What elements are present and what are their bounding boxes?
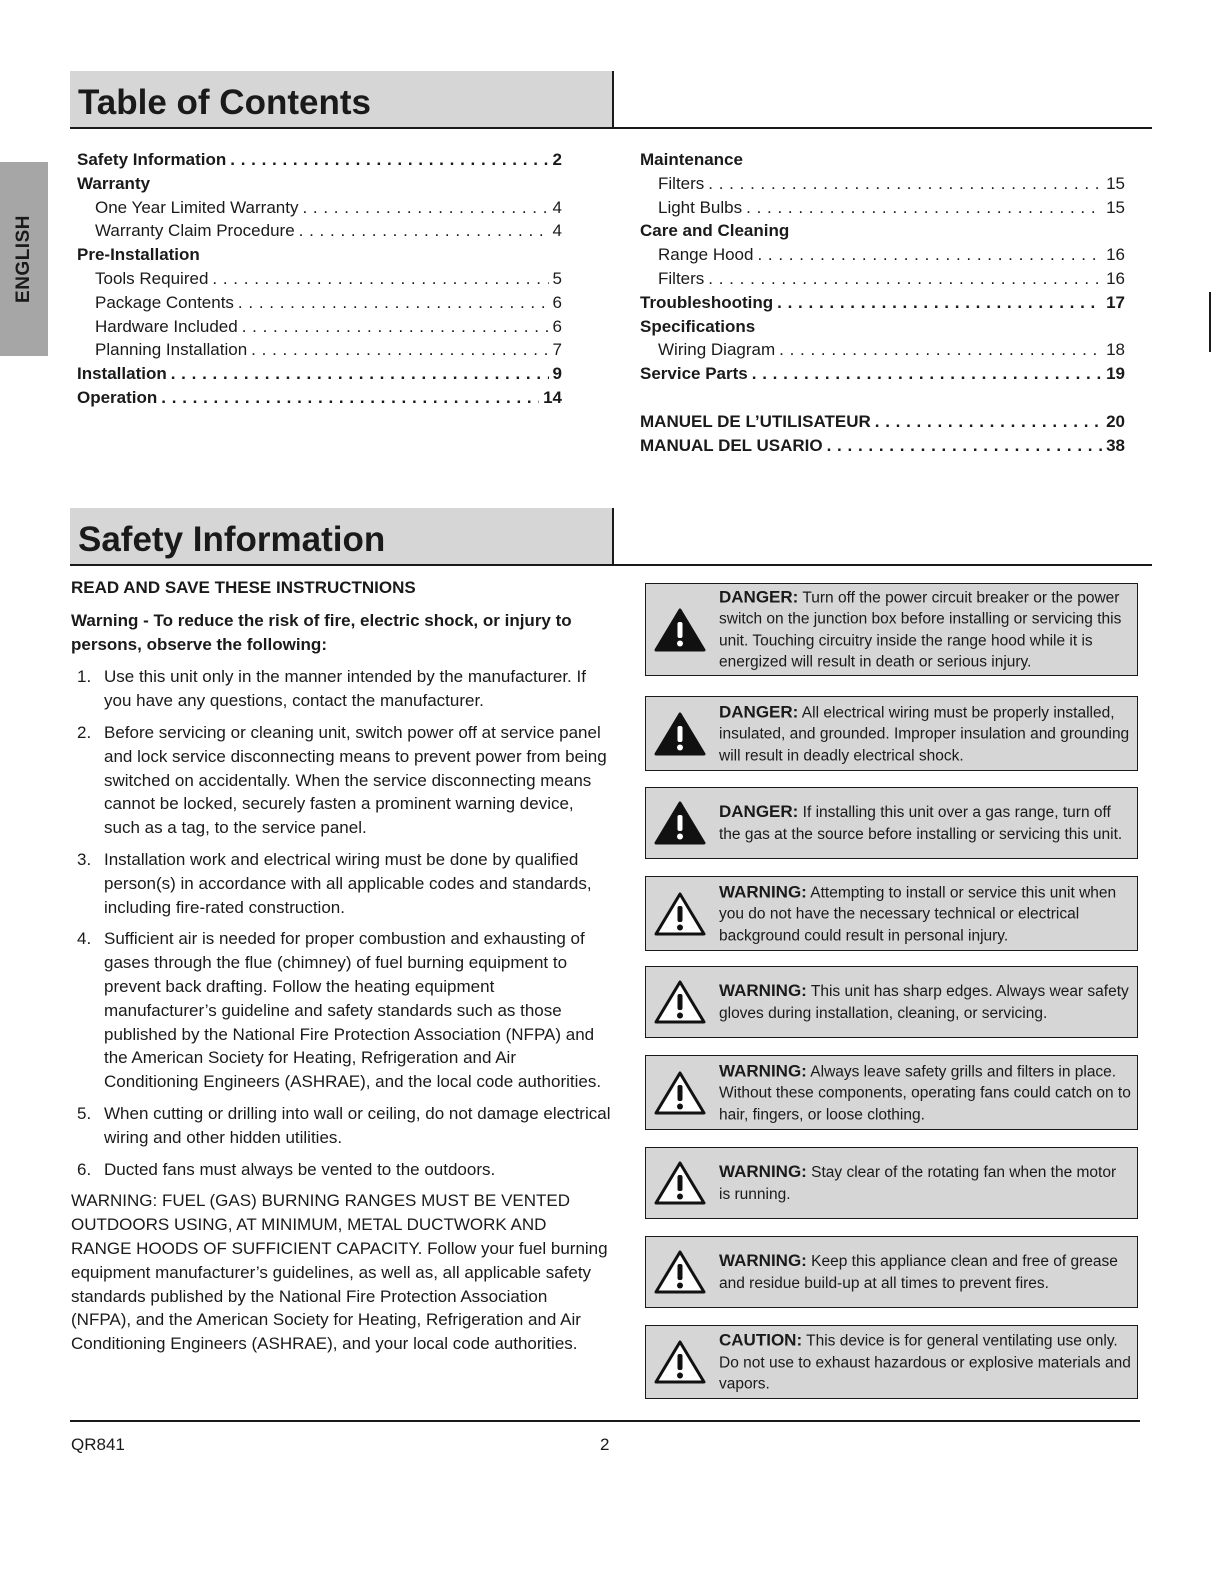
filled-warning-triangle-icon	[654, 800, 706, 846]
warning-box-message: Stay clear of the rotating fan when the motor is running.	[719, 1164, 1117, 1203]
toc-dot-leader	[875, 410, 1102, 434]
warning-box	[645, 583, 1138, 676]
toc-entry-page: 14	[543, 387, 562, 407]
safety-list-item	[71, 721, 611, 840]
toc-dot-leader	[746, 196, 1102, 220]
toc-entry[interactable]	[77, 338, 562, 362]
toc-entry[interactable]	[77, 315, 562, 339]
warning-box-label: WARNING:	[719, 881, 807, 901]
safety-heading: READ AND SAVE THESE INSTRUCTNIONS	[71, 578, 416, 597]
toc-entry[interactable]	[77, 172, 562, 196]
fuel-warning-paragraph: WARNING: FUEL (GAS) BURNING RANGES MUST BE VENTED OUTDOORS USING, AT MINIMUM, METAL DUCTWORK AND RANGE HOODS OF SUFFICIENT CAPACITY. Follow your fuel burning equipment manufacturer’s guidelines, as well as, all applicable safety standards published by the National Fire Protection Association (NFPA), and the American Society for Heating, Refrigeration and Air Conditioning Engineers (ASHRAE), and your local code authorities.	[71, 1191, 608, 1354]
toc-entry-page: 19	[1106, 364, 1125, 384]
outline-warning-triangle-icon	[654, 1070, 706, 1116]
toc-entry[interactable]	[77, 148, 562, 172]
safety-list-text: Before servicing or cleaning unit, switch power off at service panel and lock service disconnecting means to prevent power from being switched on accidentally. When the service disconnecting means cannot be locked, securely fasten a prominent warning device, such as a tag, to the service panel.	[104, 722, 607, 838]
warning-box-text	[719, 801, 1131, 845]
toc-dot-leader	[708, 267, 1102, 291]
toc-dot-leader	[242, 315, 549, 339]
toc-entry[interactable]	[77, 362, 562, 386]
toc-entry-label: Wiring Diagram	[658, 340, 776, 360]
toc-dot-leader	[171, 362, 549, 386]
warning-box-text	[719, 586, 1131, 673]
toc-right-column	[640, 148, 1125, 457]
toc-dot-leader	[827, 434, 1102, 458]
toc-entry-page: 2	[552, 150, 562, 169]
toc-dot-leader	[757, 243, 1102, 267]
warning-box-message: Attempting to install or service this unit when you do not have the necessary technical or electrical background could result in personal injury.	[719, 883, 1117, 944]
toc-entry[interactable]	[77, 243, 562, 267]
safety-list-number: 3.	[77, 849, 92, 869]
safety-list-item	[71, 927, 611, 1094]
safety-list	[71, 665, 611, 1181]
toc-entry-page: 7	[552, 340, 562, 360]
safety-header-bar	[70, 508, 614, 564]
toc-entry-page: 38	[1106, 435, 1125, 455]
warning-box-message: Keep this appliance clean and free of grease and residue build-up at all times to prevent fires.	[719, 1253, 1118, 1292]
safety-list-number: 1.	[77, 667, 92, 687]
safety-list-item	[71, 1158, 611, 1182]
toc-entry[interactable]	[640, 315, 1125, 339]
toc-entry[interactable]	[640, 434, 1125, 458]
footer-model-number: QR841	[71, 1435, 125, 1454]
toc-dot-leader	[779, 338, 1102, 362]
warning-box-message: Always leave safety grills and filters in place. Without these components, operating fans could catch on to hair, fingers, or loose clothing.	[719, 1062, 1131, 1123]
toc-entry[interactable]	[77, 196, 562, 220]
toc-entry-label: Hardware Included	[95, 316, 238, 336]
warning-box	[645, 1236, 1138, 1308]
toc-entry-label: Range Hood	[658, 245, 754, 265]
toc-entry[interactable]	[77, 291, 562, 315]
toc-dot-leader	[161, 386, 539, 410]
toc-entry-page: 15	[1106, 197, 1125, 217]
toc-entry-label: Warranty	[77, 173, 151, 193]
toc-entry[interactable]	[640, 410, 1125, 434]
toc-entry-page: 6	[552, 316, 562, 336]
warning-box	[645, 787, 1138, 859]
toc-title: Table of Contents	[78, 83, 371, 122]
warning-box-label: DANGER:	[719, 701, 799, 721]
footer-page-number: 2	[600, 1435, 610, 1454]
toc-entry-page: 4	[552, 221, 562, 241]
toc-entry[interactable]	[640, 362, 1125, 386]
toc-entry-label: Troubleshooting	[640, 292, 774, 312]
toc-entry[interactable]	[640, 291, 1125, 315]
toc-entry[interactable]	[640, 219, 1125, 243]
toc-entry-page: 16	[1106, 268, 1125, 288]
toc-entry-label: Package Contents	[95, 292, 234, 312]
warning-box-text	[719, 1329, 1131, 1395]
warning-box-label: WARNING:	[719, 1060, 807, 1080]
toc-entry-label: Specifications	[640, 316, 756, 336]
toc-header	[70, 71, 1152, 129]
warning-box-message: This unit has sharp edges. Always wear safety gloves during installation, cleaning, or servicing.	[719, 983, 1129, 1022]
toc-dot-leader	[238, 291, 549, 315]
warning-box-label: WARNING:	[719, 1251, 807, 1270]
toc-entry-page: 17	[1106, 292, 1125, 312]
warning-box-text	[719, 881, 1131, 947]
toc-entry[interactable]	[640, 243, 1125, 267]
toc-entry-label: Maintenance	[640, 150, 743, 169]
warning-box-message: This device is for general ventilating use only. Do not use to exhaust hazardous or explosive materials and vapors.	[719, 1332, 1131, 1393]
language-tab	[0, 162, 48, 356]
outline-warning-triangle-icon	[654, 891, 706, 937]
outline-warning-triangle-icon	[654, 1339, 706, 1385]
warning-box	[645, 1055, 1138, 1130]
toc-entry[interactable]	[640, 338, 1125, 362]
safety-list-text: Use this unit only in the manner intended by the manufacturer. If you have any questions, contact the manufacturer.	[104, 667, 586, 711]
toc-entry-page: 5	[552, 268, 562, 288]
safety-list-text: Installation work and electrical wiring must be done by qualified person(s) in accordance with all applicable codes and standards, including fire-rated construction.	[104, 849, 592, 917]
toc-dot-leader	[212, 267, 548, 291]
toc-entry[interactable]	[640, 148, 1125, 172]
toc-dot-leader	[302, 196, 548, 220]
toc-entry-label: Safety Information	[77, 150, 227, 169]
warning-box	[645, 876, 1138, 951]
toc-entry-label: Planning Installation	[95, 340, 248, 360]
warning-box-text	[719, 980, 1131, 1024]
toc-entry-label: Tools Required	[95, 268, 209, 288]
safety-list-number: 4.	[77, 929, 92, 949]
toc-entry-page: 18	[1106, 340, 1125, 360]
warning-box	[645, 1147, 1138, 1219]
filled-warning-triangle-icon	[654, 711, 706, 757]
safety-list-item	[71, 848, 611, 919]
warning-box-label: CAUTION:	[719, 1330, 803, 1350]
safety-list-number: 2.	[77, 722, 92, 742]
warning-box-label: WARNING:	[719, 981, 807, 1000]
toc-entry-label: Light Bulbs	[658, 197, 743, 217]
toc-dot-leader	[251, 338, 548, 362]
warning-box-text	[719, 1161, 1131, 1205]
warning-box-label: DANGER:	[719, 802, 799, 821]
safety-list-text: When cutting or drilling into wall or ceiling, do not damage electrical wiring and other hidden utilities.	[104, 1103, 611, 1147]
page-edge-mark	[1209, 292, 1211, 352]
toc-entry-label: Service Parts	[640, 364, 748, 384]
warning-box	[645, 1325, 1138, 1399]
outline-warning-triangle-icon	[654, 1249, 706, 1295]
warning-box-label: DANGER:	[719, 587, 799, 606]
warning-box-text	[719, 1250, 1131, 1294]
safety-list-text: Ducted fans must always be vented to the outdoors.	[104, 1159, 496, 1179]
outline-warning-triangle-icon	[654, 1160, 706, 1206]
outline-warning-triangle-icon	[654, 979, 706, 1025]
toc-entry-label: One Year Limited Warranty	[95, 197, 299, 217]
safety-list-item	[71, 665, 611, 713]
warning-box-message: If installing this unit over a gas range, turn off the gas at the source before installing or servicing this unit.	[719, 804, 1123, 843]
warning-box	[645, 966, 1138, 1038]
toc-entry-label: Filters	[658, 268, 705, 288]
toc-entry-page: 4	[552, 197, 562, 217]
warning-box	[645, 696, 1138, 771]
toc-entry[interactable]	[77, 386, 562, 410]
toc-entry-label: Installation	[77, 364, 167, 384]
warning-box-message: All electrical wiring must be properly installed, insulated, and grounded. Improper insulation and grounding will result in deadly electrical shock.	[719, 703, 1130, 764]
toc-entry[interactable]	[640, 196, 1125, 220]
safety-list-number: 5.	[77, 1103, 92, 1123]
safety-header	[70, 508, 1152, 566]
toc-dot-leader	[752, 362, 1102, 386]
safety-title: Safety Information	[78, 520, 386, 559]
toc-dot-leader	[777, 291, 1102, 315]
toc-entry-page: 15	[1106, 173, 1125, 193]
toc-entry[interactable]	[640, 172, 1125, 196]
toc-dot-leader	[230, 148, 548, 172]
footer-rule	[70, 1420, 1140, 1422]
safety-list-text: Sufficient air is needed for proper combustion and exhausting of gases through the flue (chimney) of fuel burning equipment to prevent back drafting. Follow the heating equipment manufacturer’s guideline and safety standards such as those published by the National Fire Protection Association (NFPA) and the American Society for Heating, Refrigeration and Air Conditioning Engineers (ASHRAE), and the local code authorities.	[104, 929, 602, 1092]
toc-spacer	[640, 386, 1125, 410]
toc-left-column	[77, 148, 562, 410]
toc-entry-label: Warranty Claim Procedure	[95, 221, 295, 241]
safety-instructions	[71, 576, 611, 1365]
toc-entry-page: 6	[552, 292, 562, 312]
language-tab-label: ENGLISH	[13, 215, 34, 303]
filled-warning-triangle-icon	[654, 607, 706, 653]
warning-box-text	[719, 701, 1131, 767]
toc-entry-label: MANUAL DEL USARIO	[640, 435, 823, 455]
toc-entry-label: Care and Cleaning	[640, 221, 790, 241]
warning-box-text	[719, 1060, 1131, 1126]
toc-entry-page: 16	[1106, 245, 1125, 265]
toc-entry[interactable]	[640, 267, 1125, 291]
warning-intro: Warning - To reduce the risk of fire, electric shock, or injury to persons, observe the following:	[71, 610, 572, 654]
safety-list-number: 6.	[77, 1159, 92, 1179]
toc-header-bar	[70, 71, 614, 127]
warning-box-message: Turn off the power circuit breaker or the power switch on the junction box before installing or servicing this unit. Touching circuitry inside the range hood while it is energized will result in death or serious injury.	[719, 589, 1122, 671]
toc-entry-page: 9	[552, 364, 562, 384]
toc-entry[interactable]	[77, 219, 562, 243]
toc-dot-leader	[299, 219, 549, 243]
safety-list-item	[71, 1102, 611, 1150]
toc-dot-leader	[708, 172, 1102, 196]
toc-entry-page: 20	[1106, 411, 1125, 431]
toc-entry-label: Pre-Installation	[77, 245, 200, 265]
toc-entry-label: Operation	[77, 387, 158, 407]
toc-entry-label: Filters	[658, 173, 705, 193]
toc-entry-label: MANUEL DE L’UTILISATEUR	[640, 411, 871, 431]
warning-box-label: WARNING:	[719, 1162, 807, 1181]
toc-entry[interactable]	[77, 267, 562, 291]
